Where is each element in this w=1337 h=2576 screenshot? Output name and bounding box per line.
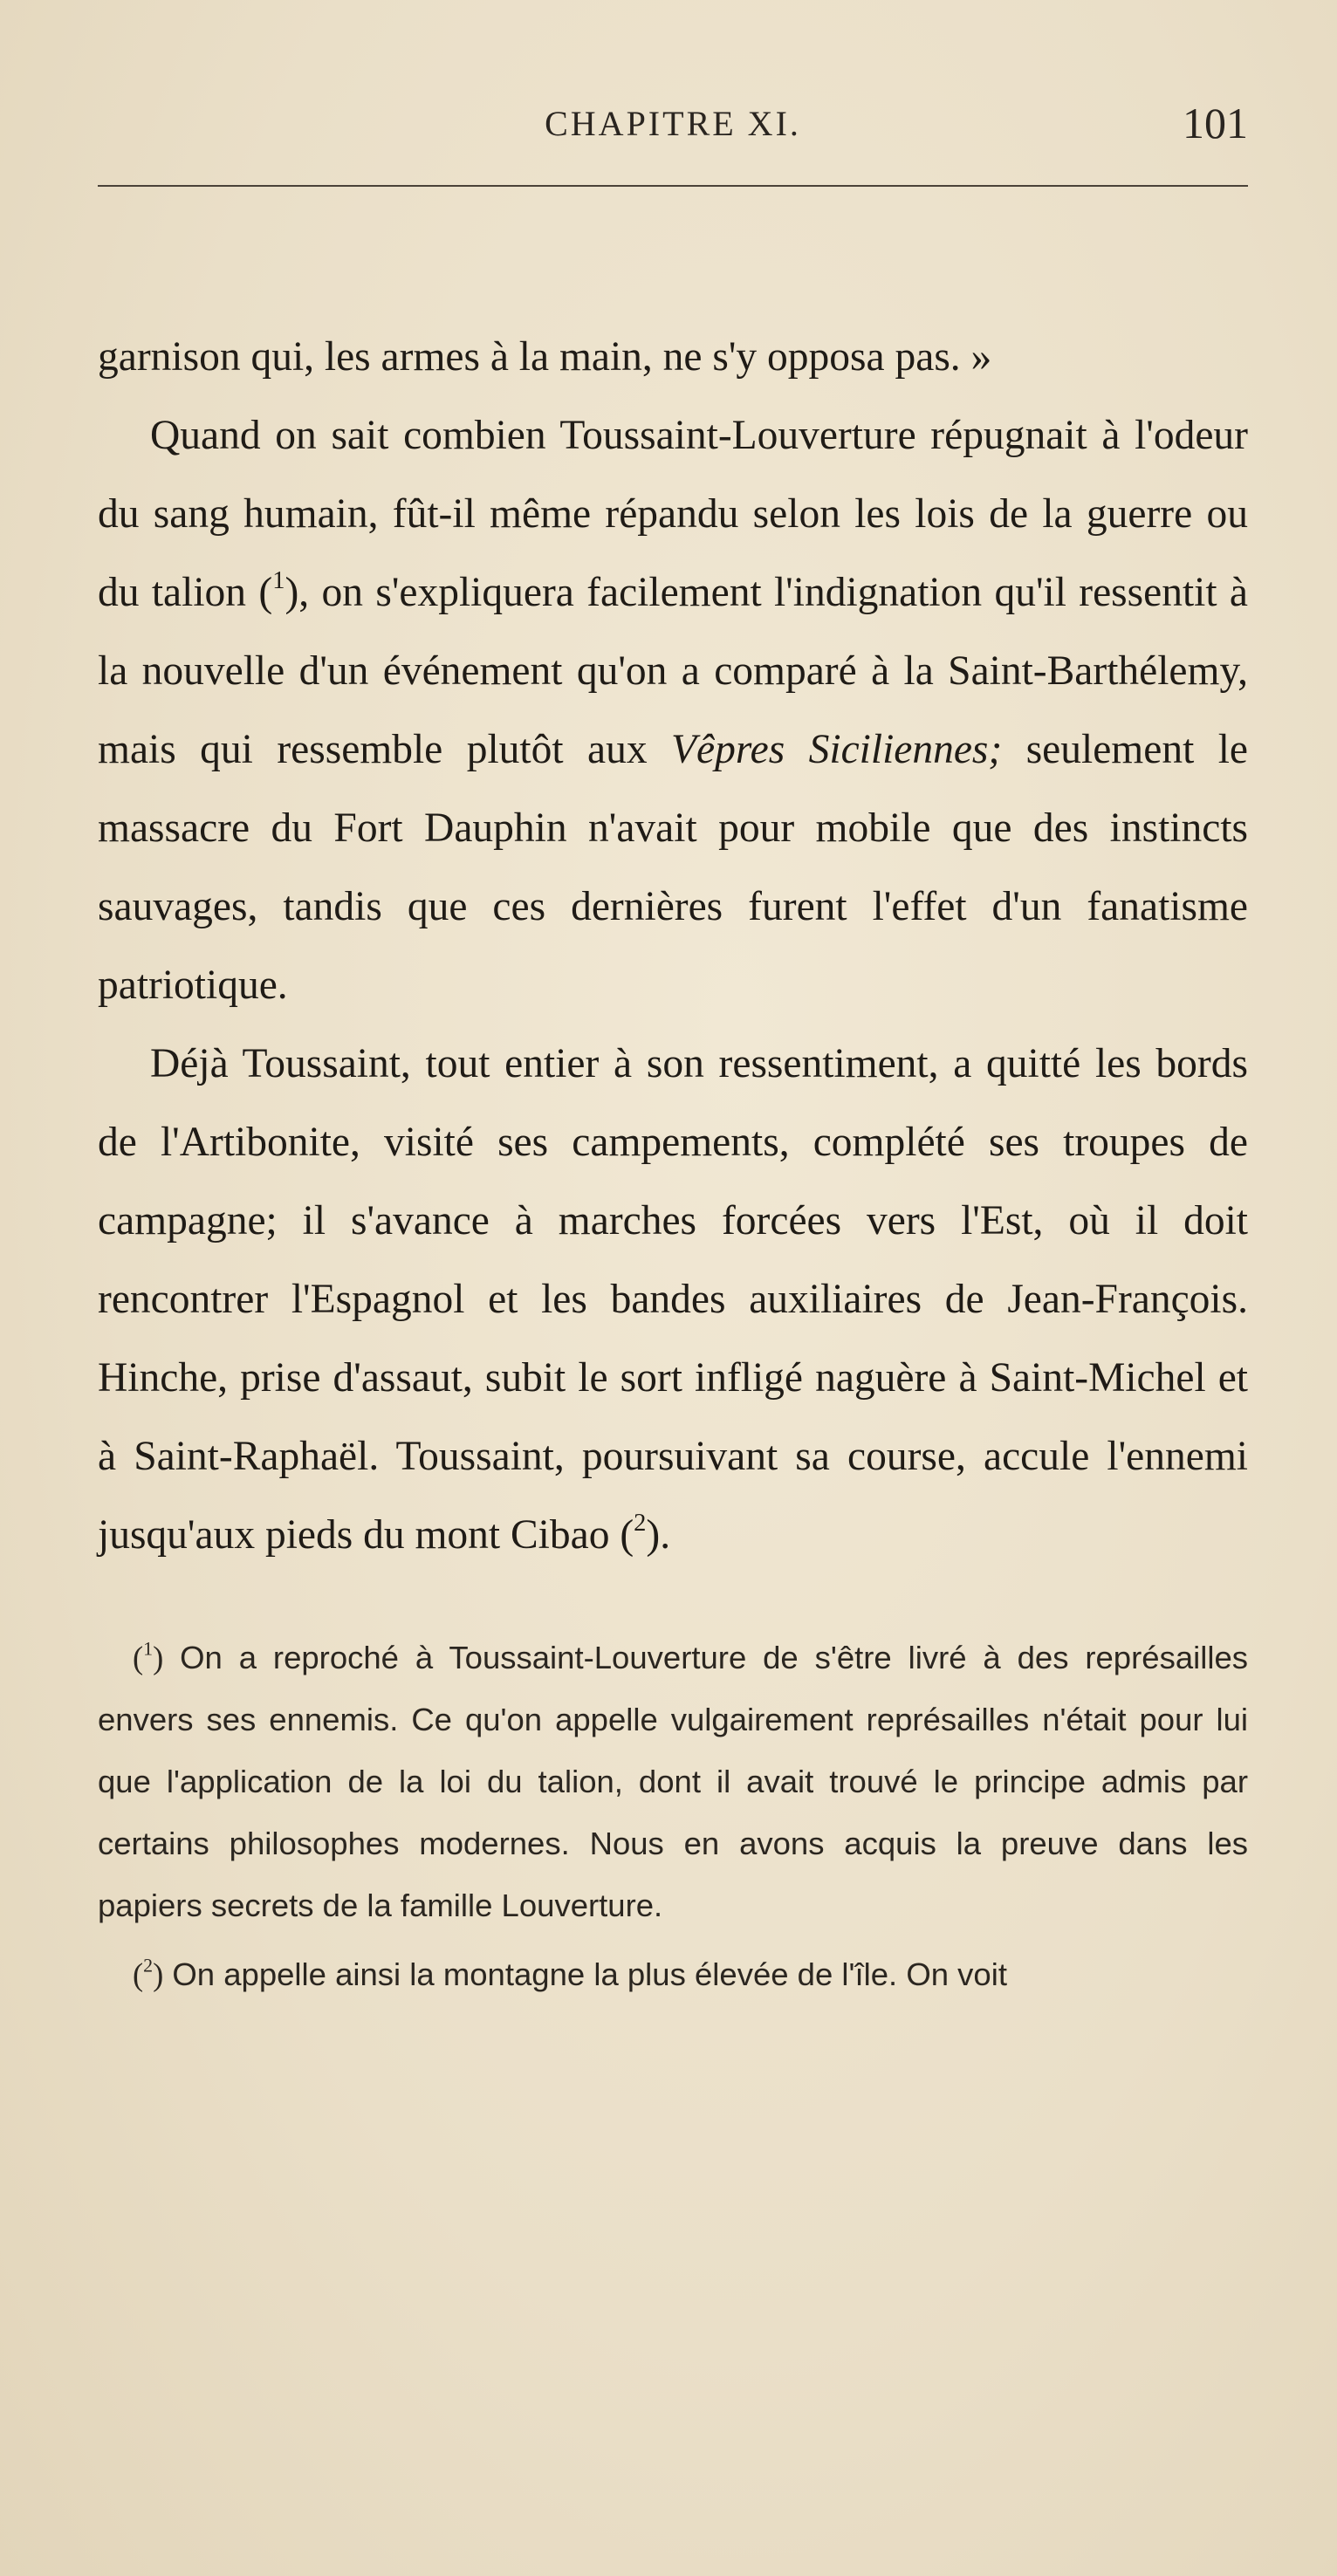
paragraph-1-text: garnison qui, les armes à la main, ne s'y opposa pas. »	[98, 334, 992, 380]
header-rule	[98, 185, 1248, 187]
paragraph-3	[98, 1024, 1248, 1574]
paragraph-2-part-1: Quand on sait combien Toussaint-Louverture répugnait à l'odeur du sang humain, fût-il même répandu selon les lois de la guerre ou du talion	[98, 413, 1248, 615]
footnote-1-text: On a reproché à Toussaint-Louverture de s'être livré à des représailles envers ses ennemis. Ce qu'on appelle vulgairement représailles n'était pour lui que l'application de la loi du talion, dont il avait trouvé le principe admis par certains philosophes modernes. Nous en avons acquis la preuve dans les papiers secrets de la famille Louverture.	[98, 1640, 1248, 1923]
note-1-reference-number: 1	[272, 567, 285, 595]
note-2-reference[interactable]: ($^2$)	[620, 1510, 661, 1558]
running-head	[98, 87, 1248, 171]
note-2-reference-number: 2	[634, 1510, 647, 1538]
paragraph-2-part-2: , on s'expliquera facilement l'indignation qu'il ressentit à la nouvelle d'un événement qu'on a comparé à la Saint-Barthélemy, mais qui ressemble plutôt aux	[98, 570, 1248, 772]
paragraph-2	[98, 396, 1248, 1024]
page-number: 101	[1183, 99, 1248, 147]
footnote-2-marker: ($^2$)	[133, 1954, 164, 1992]
footnote-2	[98, 1943, 1248, 2005]
paragraph-2-part-3: seulement le massacre du Fort Dauphin n'avait pour mobile que des instincts sauvages, tandis que ces dernières furent l'effet d'un fanatisme patriotique.	[98, 727, 1248, 1008]
paragraph-3-part-1: Déjà Toussaint, tout entier à son ressentiment, a quitté les bords de l'Artibonite, visité ses campements, complété ses troupes de campagne; il s'avance à marches forcées vers l'Est, où il doit rencontrer l'Espagnol et les bandes auxiliaires de Jean-François. Hinche, prise d'assaut, subit le sort infligé naguère à Saint-Michel et à Saint-Raphaël. Toussaint, poursuivant sa course, accule l'ennemi jusqu'aux pieds du mont Cibao	[98, 1041, 1248, 1558]
footnote-1-marker: ($^1$)	[133, 1637, 164, 1675]
footnote-1	[98, 1627, 1248, 1936]
book-page	[98, 87, 1248, 2005]
paragraph-2-italic: Vêpres Siciliennes;	[671, 727, 1003, 772]
footnote-1-number: 1	[143, 1637, 154, 1660]
chapter-title: CHAPITRE XI.	[545, 104, 801, 143]
paragraph-1	[98, 318, 1248, 396]
main-text	[98, 318, 1248, 1574]
footnote-2-number: 2	[143, 1954, 154, 1977]
footnote-2-text: On appelle ainsi la montagne la plus élevée de l'île. On voit	[163, 1956, 1007, 1992]
note-1-reference[interactable]: ($^1$)	[258, 567, 299, 615]
footnotes	[98, 1627, 1248, 2005]
paragraph-3-part-2: .	[660, 1512, 671, 1558]
